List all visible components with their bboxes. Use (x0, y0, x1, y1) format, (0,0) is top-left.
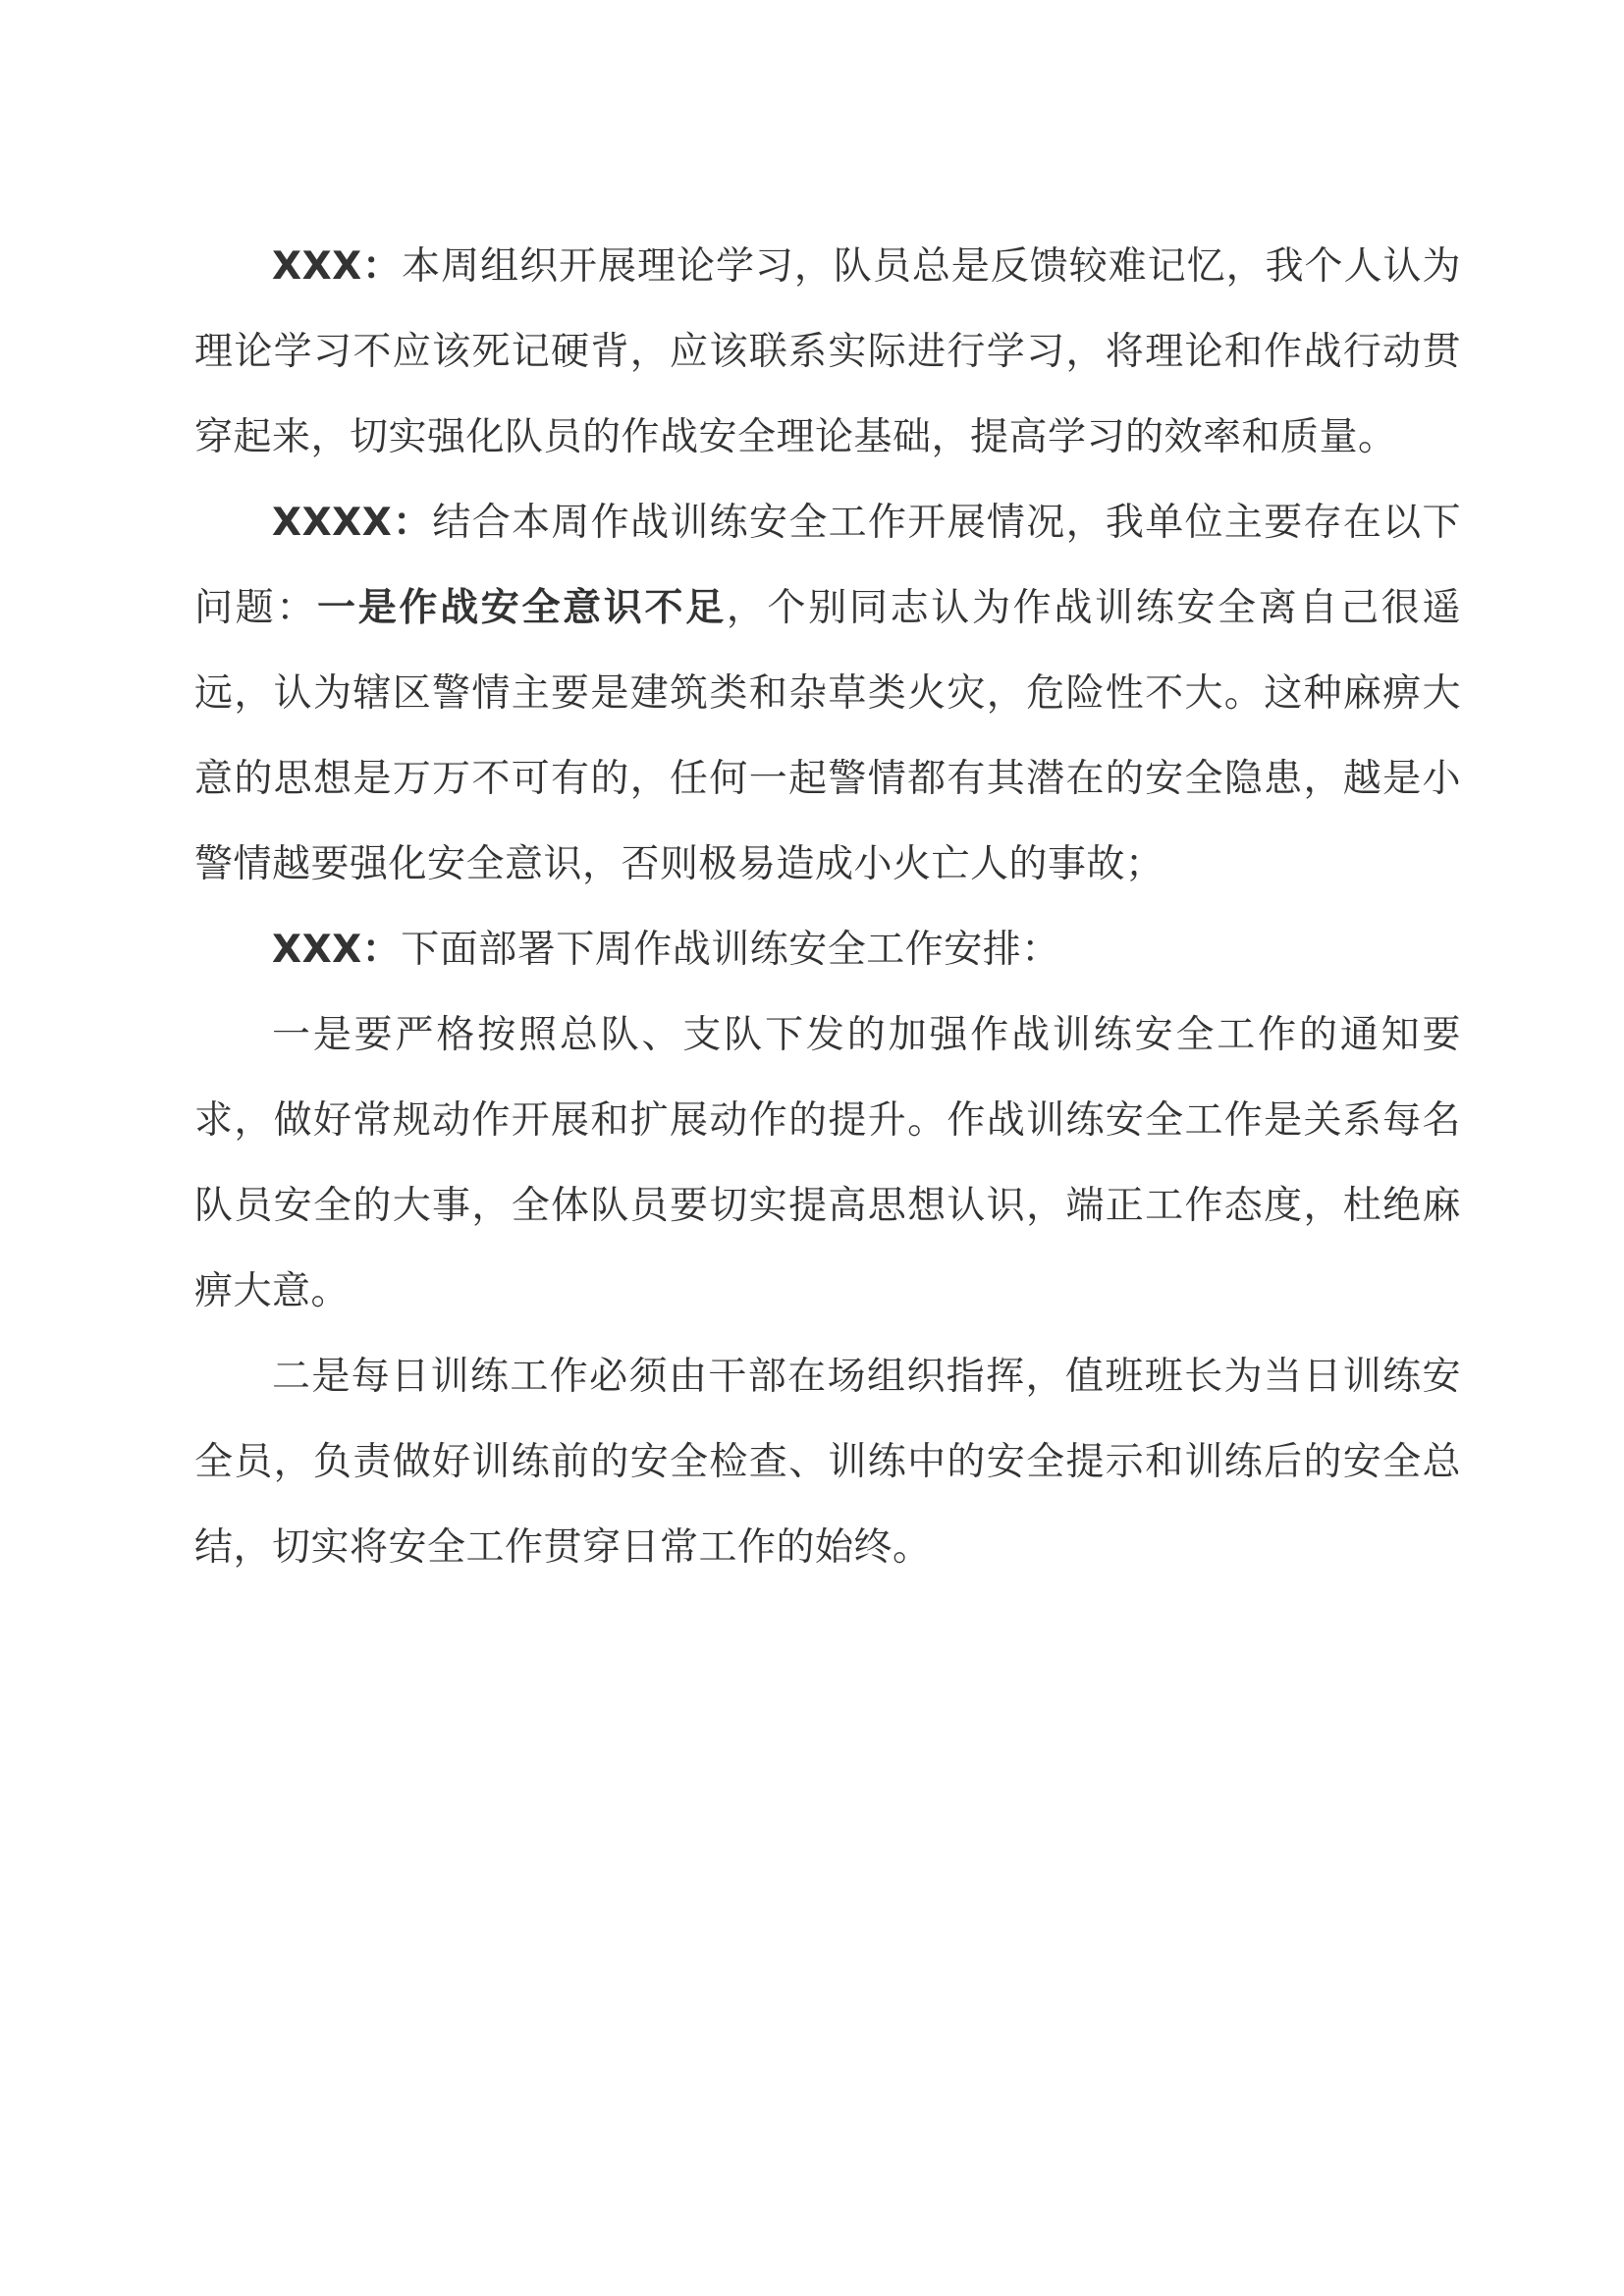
speaker-label: XXX： (272, 244, 403, 289)
paragraph-4 (194, 992, 1461, 1334)
paragraph-3 (194, 907, 1461, 992)
paragraph-2 (194, 480, 1461, 907)
paragraph-5 (194, 1334, 1461, 1590)
paragraph-text: 本周组织开展理论学习，队员总是反馈较难记忆，我个人认为理论学习不应该死记硬背，应该联系实际进行学习，将理论和作战行动贯穿起来，切实强化队员的作战安全理论基础，提高学习的效率和质量。 (194, 244, 1461, 459)
paragraph-1 (194, 224, 1461, 480)
speaker-label: XXXX： (272, 501, 433, 545)
bold-emphasis: 一是作战安全意识不足 (317, 586, 727, 630)
paragraph-text: 一是要严格按照总队、支队下发的加强作战训练安全工作的通知要求，做好常规动作开展和扩展动作的提升。作战训练安全工作是关系每名队员安全的大事，全体队员要切实提高思想认识，端正工作态度，杜绝麻痹大意。 (194, 1013, 1461, 1313)
paragraph-text: 结合本周作战训练安全工作开展情况，我单位主要存在以下问题： (194, 501, 1461, 630)
speaker-label: XXX： (272, 928, 402, 972)
paragraph-text: 二是每日训练工作必须由干部在场组织指挥，值班班长为当日训练安全员，负责做好训练前的安全检查、训练中的安全提示和训练后的安全总结，切实将安全工作贯穿日常工作的始终。 (194, 1355, 1461, 1570)
document-body (194, 224, 1461, 1590)
paragraph-text: 下面部署下周作战训练安全工作安排： (401, 928, 1060, 972)
paragraph-text: ，个别同志认为作战训练安全离自己很遥远，认为辖区警情主要是建筑类和杂草类火灾，危险性不大。这种麻痹大意的思想是万万不可有的，任何一起警情都有其潜在的安全隐患，越是小警情越要强化安全意识，否则极易造成小火亡人的事故； (194, 586, 1461, 886)
